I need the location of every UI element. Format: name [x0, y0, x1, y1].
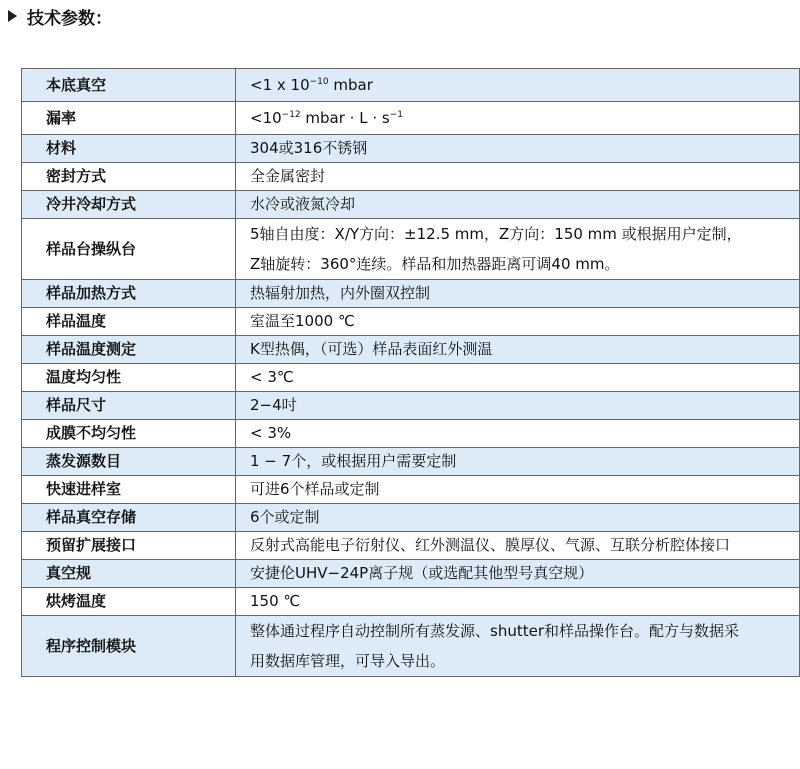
param-name: 样品温度测定	[22, 336, 236, 364]
table-row	[22, 476, 800, 504]
param-name: 样品台操纵台	[22, 219, 236, 280]
param-value: 150 ℃	[236, 588, 800, 616]
param-value: K型热偶，（可选）样品表面红外测温	[236, 336, 800, 364]
param-value: 5轴自由度：X/Y方向：±12.5 mm，Z方向：150 mm 或根据用户定制， Z轴旋转：360°连续。样品和加热器距离可调40 mm。	[236, 219, 800, 280]
param-value: 全金属密封	[236, 163, 800, 191]
spec-table	[21, 68, 800, 677]
table-row	[22, 219, 800, 280]
table-row	[22, 364, 800, 392]
section-title: 技术参数：	[27, 8, 112, 29]
param-value: 安捷伦UHV−24P离子规（或选配其他型号真空规）	[236, 560, 800, 588]
param-value: 反射式高能电子衍射仪、红外测温仪、膜厚仪、气源、互联分析腔体接口	[236, 532, 800, 560]
param-name: 冷井冷却方式	[22, 191, 236, 219]
table-row	[22, 308, 800, 336]
param-name: 本底真空	[22, 69, 236, 102]
table-row	[22, 616, 800, 677]
table-row	[22, 191, 800, 219]
param-value: 1 − 7个，或根据用户需要定制	[236, 448, 800, 476]
param-name: 蒸发源数目	[22, 448, 236, 476]
param-name: 程序控制模块	[22, 616, 236, 677]
table-row	[22, 163, 800, 191]
param-name: 样品尺寸	[22, 392, 236, 420]
param-value: 304或316不锈钢	[236, 135, 800, 163]
triangle-bullet-icon	[8, 10, 17, 22]
param-value: 热辐射加热，内外圈双控制	[236, 280, 800, 308]
param-name: 漏率	[22, 102, 236, 135]
param-name: 密封方式	[22, 163, 236, 191]
param-name: 样品温度	[22, 308, 236, 336]
param-name: 温度均匀性	[22, 364, 236, 392]
param-value: < 3℃	[236, 364, 800, 392]
table-row	[22, 560, 800, 588]
table-row	[22, 532, 800, 560]
param-name: 烘烤温度	[22, 588, 236, 616]
table-row	[22, 392, 800, 420]
table-row	[22, 102, 800, 135]
param-name: 预留扩展接口	[22, 532, 236, 560]
table-row	[22, 280, 800, 308]
param-name: 真空规	[22, 560, 236, 588]
table-row	[22, 135, 800, 163]
param-name: 成膜不均匀性	[22, 420, 236, 448]
param-value: 水冷或液氮冷却	[236, 191, 800, 219]
section-heading	[8, 4, 112, 28]
param-value: 2−4吋	[236, 392, 800, 420]
param-name: 材料	[22, 135, 236, 163]
param-value: 可进6个样品或定制	[236, 476, 800, 504]
param-name: 样品加热方式	[22, 280, 236, 308]
table-row	[22, 588, 800, 616]
param-value: 整体通过程序自动控制所有蒸发源、shutter和样品操作台。配方与数据采 用数据库管理，可导入导出。	[236, 616, 800, 677]
table-row	[22, 420, 800, 448]
table-row	[22, 336, 800, 364]
param-value: $<10^{-12}$ mbar · $L \cdot s^{-1}$	[236, 102, 800, 135]
param-value: 6个或定制	[236, 504, 800, 532]
param-value: <1 x $10^{-10}$ mbar	[236, 69, 800, 102]
param-name: 快速进样室	[22, 476, 236, 504]
table-row	[22, 69, 800, 102]
param-value: 室温至1000 ℃	[236, 308, 800, 336]
param-value: < 3%	[236, 420, 800, 448]
table-row	[22, 448, 800, 476]
table-row	[22, 504, 800, 532]
param-name: 样品真空存储	[22, 504, 236, 532]
